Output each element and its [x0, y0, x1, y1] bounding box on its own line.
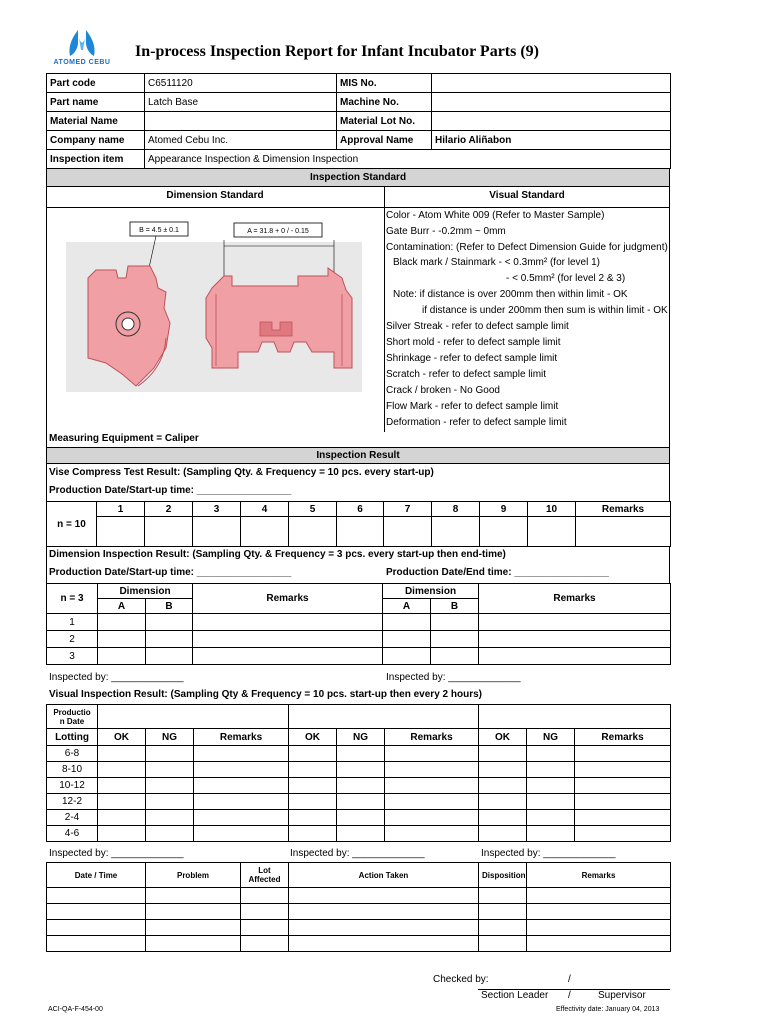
- approval-label: Approval Name: [337, 131, 432, 150]
- visual-standard-line: Note: if distance is over 200mm then within limit - OK: [393, 289, 628, 300]
- dim-cell[interactable]: [146, 631, 193, 648]
- visual-cell[interactable]: [575, 746, 671, 762]
- visual-standard-line: Silver Streak - refer to defect sample limit: [386, 321, 569, 332]
- visual-inspected-by-3: Inspected by: _____________: [481, 848, 616, 859]
- material-lot-value[interactable]: [432, 112, 671, 131]
- visual-cell[interactable]: [385, 826, 479, 842]
- lot-row-label: 10-12: [47, 778, 98, 794]
- action-cell[interactable]: [146, 920, 241, 936]
- visual-cell[interactable]: [289, 794, 337, 810]
- dim-cell[interactable]: [193, 614, 383, 631]
- vise-cell[interactable]: [193, 517, 241, 547]
- vise-cell[interactable]: [289, 517, 337, 547]
- action-cell[interactable]: [289, 920, 479, 936]
- visual-cell[interactable]: [289, 826, 337, 842]
- visual-standard-line: Black mark / Stainmark - < 0.3mm² (for level 1): [393, 257, 600, 268]
- action-cell[interactable]: [47, 936, 146, 952]
- visual-cell[interactable]: [527, 762, 575, 778]
- dim-row-label: 1: [47, 614, 98, 631]
- action-cell[interactable]: [527, 888, 671, 904]
- visual-standard-line: Flow Mark - refer to defect sample limit: [386, 401, 559, 412]
- visual-cell[interactable]: [385, 746, 479, 762]
- signature-slash: /: [568, 990, 571, 1001]
- visual-inspected-by-2: Inspected by: _____________: [290, 848, 425, 859]
- dim-cell[interactable]: [479, 631, 671, 648]
- vise-remarks-header: Remarks: [576, 502, 671, 517]
- part-name-value: Latch Base: [145, 93, 337, 112]
- visual-cell[interactable]: [385, 762, 479, 778]
- action-col-lot: Lot Affected: [241, 863, 289, 888]
- vise-col: 7: [384, 502, 432, 517]
- action-cell[interactable]: [241, 936, 289, 952]
- part-info-table: [46, 73, 671, 169]
- visual-standard-line: Crack / broken - No Good: [386, 385, 500, 396]
- dim-cell[interactable]: [146, 614, 193, 631]
- part-code-value: C6511120: [145, 74, 337, 93]
- vise-test-table: [46, 501, 671, 547]
- inspection-result-header: Inspection Result: [46, 447, 670, 464]
- section-leader-label: Section Leader: [481, 990, 549, 1001]
- vise-col: 9: [480, 502, 528, 517]
- visual-cell[interactable]: [479, 810, 527, 826]
- dim-cell[interactable]: [383, 648, 431, 665]
- approval-name: Hilario Aliñabon: [432, 131, 671, 150]
- dim-b-label: B = 4.5 ± 0.1: [139, 227, 179, 234]
- action-col-disposition: Disposition: [479, 863, 527, 888]
- inspection-standard-header: Inspection Standard: [46, 168, 670, 187]
- vise-col: 8: [432, 502, 480, 517]
- production-date-l1: Productio: [53, 707, 91, 717]
- vise-col: 10: [528, 502, 576, 517]
- visual-cell[interactable]: [385, 810, 479, 826]
- part-code-label: Part code: [47, 74, 145, 93]
- vise-col: 5: [289, 502, 337, 517]
- visual-cell[interactable]: [527, 810, 575, 826]
- dimension-result-table: [46, 583, 671, 665]
- vise-cell[interactable]: [528, 517, 576, 547]
- vise-col: 2: [145, 502, 193, 517]
- visual-cell[interactable]: [575, 762, 671, 778]
- vise-cell[interactable]: [480, 517, 528, 547]
- dim-row-label: 3: [47, 648, 98, 665]
- visual-standard-line: Color - Atom White 009 (Refer to Master Sample): [386, 210, 605, 221]
- action-cell[interactable]: [289, 936, 479, 952]
- dim-n-label: n = 3: [47, 584, 98, 614]
- visual-cell[interactable]: [146, 746, 194, 762]
- visual-cell[interactable]: [194, 762, 289, 778]
- production-date-1[interactable]: [98, 705, 289, 729]
- production-date-l2: n Date: [59, 716, 85, 726]
- action-cell[interactable]: [146, 888, 241, 904]
- action-cell[interactable]: [479, 936, 527, 952]
- mis-value[interactable]: [432, 74, 671, 93]
- vise-cell[interactable]: [432, 517, 480, 547]
- material-lot-label: Material Lot No.: [337, 112, 432, 131]
- machine-label: Machine No.: [337, 93, 432, 112]
- page-title: In-process Inspection Report for Infant Incubator Parts (9): [135, 43, 539, 60]
- visual-cell[interactable]: [385, 778, 479, 794]
- dim-row-label: 2: [47, 631, 98, 648]
- action-cell[interactable]: [527, 936, 671, 952]
- visual-cell[interactable]: [337, 826, 385, 842]
- visual-cell[interactable]: [385, 794, 479, 810]
- dim-cell[interactable]: [479, 614, 671, 631]
- ok-header: OK: [289, 729, 337, 746]
- ng-header: NG: [146, 729, 194, 746]
- dim-header-start: Dimension: [98, 584, 193, 599]
- company-name-label: Company name: [47, 131, 145, 150]
- vise-remarks-cell[interactable]: [576, 517, 671, 547]
- dim-col-b: B: [431, 599, 479, 614]
- visual-cell[interactable]: [337, 778, 385, 794]
- lot-row-label: 2-4: [47, 810, 98, 826]
- action-col-problem: Problem: [146, 863, 241, 888]
- visual-cell[interactable]: [479, 778, 527, 794]
- action-col-remarks: Remarks: [527, 863, 671, 888]
- visual-cell[interactable]: [146, 778, 194, 794]
- action-cell[interactable]: [479, 920, 527, 936]
- visual-cell[interactable]: [194, 826, 289, 842]
- logo-text: ATOMED CEBU: [53, 59, 111, 66]
- dim-a-label: A = 31.8 + 0 / - 0.15: [247, 228, 309, 235]
- ok-header: OK: [479, 729, 527, 746]
- visual-inspected-by-1: Inspected by: _____________: [49, 848, 184, 859]
- dim-cell[interactable]: [98, 648, 146, 665]
- visual-standard-line: - < 0.5mm² (for level 2 & 3): [506, 273, 626, 284]
- visual-standard-line: if distance is under 200mm then sum is within limit - OK: [422, 305, 668, 316]
- part-name-label: Part name: [47, 93, 145, 112]
- action-cell[interactable]: [289, 904, 479, 920]
- vise-production-date: Production Date/Start-up time: _________________: [49, 485, 292, 496]
- dimension-standard-title: Dimension Standard: [166, 190, 264, 201]
- visual-standard-line: Short mold - refer to defect sample limit: [386, 337, 561, 348]
- action-cell[interactable]: [241, 904, 289, 920]
- material-name-value[interactable]: [145, 112, 337, 131]
- vise-col: 1: [97, 502, 145, 517]
- action-cell[interactable]: [146, 904, 241, 920]
- action-cell[interactable]: [241, 920, 289, 936]
- machine-value[interactable]: [432, 93, 671, 112]
- vise-cell[interactable]: [145, 517, 193, 547]
- dim-cell[interactable]: [431, 614, 479, 631]
- visual-cell[interactable]: [575, 826, 671, 842]
- inspection-item-value: Appearance Inspection & Dimension Inspection: [145, 150, 671, 169]
- visual-cell[interactable]: [527, 794, 575, 810]
- action-cell[interactable]: [241, 888, 289, 904]
- company-logo: [50, 28, 114, 68]
- visual-standard-line: Scratch - refer to defect sample limit: [386, 369, 547, 380]
- part-drawing: [66, 218, 362, 428]
- visual-cell[interactable]: [194, 810, 289, 826]
- dim-header-end: Dimension: [383, 584, 479, 599]
- visual-cell[interactable]: [194, 778, 289, 794]
- effectivity-date: Effectivity date: January 04, 2013: [556, 1006, 660, 1013]
- visual-cell[interactable]: [146, 810, 194, 826]
- vise-col: 4: [241, 502, 289, 517]
- dim-col-a: A: [98, 599, 146, 614]
- visual-standard-title: Visual Standard: [489, 190, 565, 201]
- material-name-label: Material Name: [47, 112, 145, 131]
- ng-header: NG: [337, 729, 385, 746]
- vise-cell[interactable]: [384, 517, 432, 547]
- vise-test-title: Vise Compress Test Result: (Sampling Qty. & Frequency = 10 pcs. every start-up): [49, 467, 434, 478]
- visual-cell[interactable]: [289, 810, 337, 826]
- ng-header: NG: [527, 729, 575, 746]
- action-cell[interactable]: [289, 888, 479, 904]
- visual-cell[interactable]: [575, 778, 671, 794]
- lotting-label: Lotting: [47, 729, 98, 746]
- inspection-item-label: Inspection item: [47, 150, 145, 169]
- production-date-2[interactable]: [289, 705, 479, 729]
- mis-label: MIS No.: [337, 74, 432, 93]
- dimension-end-date: Production Date/End time: _________________: [386, 567, 609, 578]
- action-col-date: Date / Time: [47, 863, 146, 888]
- action-cell[interactable]: [527, 920, 671, 936]
- action-cell[interactable]: [479, 888, 527, 904]
- vise-cell[interactable]: [337, 517, 384, 547]
- dim-cell[interactable]: [98, 631, 146, 648]
- visual-cell[interactable]: [98, 762, 146, 778]
- dim-col-a: A: [383, 599, 431, 614]
- visual-cell[interactable]: [98, 746, 146, 762]
- remarks-header: Remarks: [194, 729, 289, 746]
- visual-cell[interactable]: [98, 794, 146, 810]
- vise-col: 3: [193, 502, 241, 517]
- visual-cell[interactable]: [527, 778, 575, 794]
- logo-icon: [50, 28, 114, 60]
- visual-standard-line: Contamination: (Refer to Defect Dimension Guide for judgment): [386, 242, 668, 253]
- lot-row-label: 4-6: [47, 826, 98, 842]
- dim-cell[interactable]: [383, 614, 431, 631]
- dim-cell[interactable]: [383, 631, 431, 648]
- action-cell[interactable]: [479, 904, 527, 920]
- action-cell[interactable]: [47, 904, 146, 920]
- vise-col: 6: [337, 502, 384, 517]
- vise-cell[interactable]: [97, 517, 145, 547]
- remarks-header: Remarks: [575, 729, 671, 746]
- dim-cell[interactable]: [146, 648, 193, 665]
- checked-by-slash: /: [568, 974, 571, 985]
- remarks-header: Remarks: [385, 729, 479, 746]
- vise-cell[interactable]: [241, 517, 289, 547]
- visual-standard-line: Gate Burr - -0.2mm ~ 0mm: [386, 226, 506, 237]
- action-table: [46, 862, 671, 952]
- dim-inspected-by-end: Inspected by: _____________: [386, 672, 521, 683]
- visual-cell[interactable]: [527, 826, 575, 842]
- visual-cell[interactable]: [146, 762, 194, 778]
- production-date-label: [47, 705, 98, 729]
- visual-cell[interactable]: [479, 826, 527, 842]
- dim-remarks-start: Remarks: [193, 584, 383, 614]
- visual-result-table: [46, 704, 671, 842]
- dim-inspected-by-start: Inspected by: _____________: [49, 672, 184, 683]
- action-cell[interactable]: [47, 888, 146, 904]
- ok-header: OK: [98, 729, 146, 746]
- visual-cell[interactable]: [289, 762, 337, 778]
- visual-cell[interactable]: [98, 826, 146, 842]
- visual-cell[interactable]: [479, 746, 527, 762]
- document-code: ACI-QA-F-454-00: [48, 1006, 103, 1013]
- supervisor-label: Supervisor: [598, 990, 646, 1001]
- dimension-result-title: Dimension Inspection Result: (Sampling Qty. & Frequency = 3 pcs. every start-up then end-time): [49, 549, 506, 560]
- dim-cell[interactable]: [193, 631, 383, 648]
- visual-cell[interactable]: [575, 794, 671, 810]
- visual-cell[interactable]: [146, 794, 194, 810]
- visual-standard-line: Shrinkage - refer to defect sample limit: [386, 353, 558, 364]
- dim-col-b: B: [146, 599, 193, 614]
- company-name-value: Atomed Cebu Inc.: [145, 131, 337, 150]
- visual-cell[interactable]: [194, 794, 289, 810]
- dim-cell[interactable]: [431, 648, 479, 665]
- visual-cell[interactable]: [98, 810, 146, 826]
- lot-row-label: 8-10: [47, 762, 98, 778]
- visual-cell[interactable]: [337, 746, 385, 762]
- vise-n-label: n = 10: [47, 502, 97, 547]
- visual-cell[interactable]: [479, 794, 527, 810]
- dim-remarks-end: Remarks: [479, 584, 671, 614]
- visual-cell[interactable]: [337, 794, 385, 810]
- measuring-equipment: Measuring Equipment = Caliper: [49, 433, 199, 444]
- action-col-action: Action Taken: [289, 863, 479, 888]
- dim-cell[interactable]: [98, 614, 146, 631]
- lot-row-label: 12-2: [47, 794, 98, 810]
- visual-cell[interactable]: [194, 746, 289, 762]
- production-date-3[interactable]: [479, 705, 671, 729]
- action-cell[interactable]: [47, 920, 146, 936]
- action-cell[interactable]: [146, 936, 241, 952]
- visual-cell[interactable]: [146, 826, 194, 842]
- visual-cell[interactable]: [98, 778, 146, 794]
- visual-standard-line: Deformation - refer to defect sample limit: [386, 417, 567, 428]
- action-cell[interactable]: [527, 904, 671, 920]
- visual-cell[interactable]: [527, 746, 575, 762]
- visual-cell[interactable]: [289, 746, 337, 762]
- lot-row-label: 6-8: [47, 746, 98, 762]
- dim-cell[interactable]: [431, 631, 479, 648]
- visual-cell[interactable]: [337, 810, 385, 826]
- visual-cell[interactable]: [337, 762, 385, 778]
- checked-by-label: Checked by:: [433, 974, 489, 985]
- visual-cell[interactable]: [289, 778, 337, 794]
- visual-cell[interactable]: [479, 762, 527, 778]
- dim-cell[interactable]: [479, 648, 671, 665]
- dim-cell[interactable]: [193, 648, 383, 665]
- dimension-start-date: Production Date/Start-up time: _________________: [49, 567, 292, 578]
- visual-cell[interactable]: [575, 810, 671, 826]
- visual-result-title: Visual Inspection Result: (Sampling Qty & Frequency = 10 pcs. start-up then every 2 hours): [49, 689, 482, 700]
